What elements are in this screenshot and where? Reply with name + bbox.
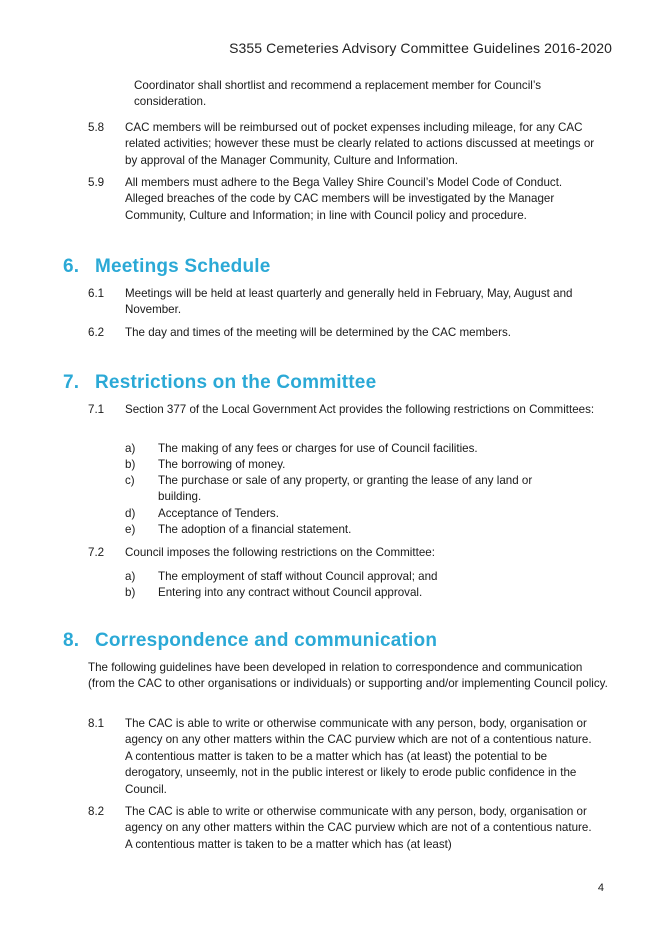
list-label: c) [125,474,135,487]
list-text: The borrowing of money. [158,458,286,471]
clause-6-1 [88,286,598,319]
continuation-text: Coordinator shall shortlist and recommend a replacement member for Council’s consideration. [134,79,542,109]
clause-7-1 [88,402,598,418]
clause-text: All members must adhere to the Bega Valley Shire Council’s Model Code of Conduct. Alleged breaches of the code by CAC members will be investigated by the Manager Community, Culture and Information; in line with Council policy and procedure. [125,176,563,222]
clause-text: CAC members will be reimbursed out of pocket expenses including mileage, for any CAC related activities; however these must be clearly related to actions discussed at meetings or by approval of the Manager Community, Culture and Information. [125,121,595,167]
list-label: a) [125,442,136,455]
section-title: Meetings Schedule [95,256,271,277]
clause-5-8 [88,120,598,169]
list-text: Entering into any contract without Council approval. [158,586,423,599]
section-intro: The following guidelines have been developed in relation to correspondence and communication (from the CAC to other organisations or individuals) or supporting and/or implementing Council policy. [88,661,608,691]
clause-text: Section 377 of the Local Government Act provides the following restrictions on Committees: [125,403,595,416]
clause-7-2 [88,545,598,561]
list-label: d) [125,507,136,520]
clause-6-2 [88,325,598,341]
list-item [125,506,595,522]
section-number: 7. [63,372,80,393]
list-item [125,522,595,538]
section-number: 6. [63,256,80,277]
list-label: b) [125,586,136,599]
list-item [125,473,565,506]
list-item [125,441,595,457]
section-title: Restrictions on the Committee [95,372,377,393]
list-text: Acceptance of Tenders. [158,507,279,520]
clause-text: The day and times of the meeting will be determined by the CAC members. [125,326,511,339]
clause-number: 6.1 [88,287,105,300]
section-heading-8 [63,630,437,652]
clause-number: 8.1 [88,717,105,730]
clause-number: 5.8 [88,121,105,134]
section-title: Correspondence and communication [95,630,438,651]
clause-number: 6.2 [88,326,105,339]
list-text: The purchase or sale of any property, or granting the lease of any land or building. [158,474,533,504]
clause-text: Meetings will be held at least quarterly and generally held in February, May, August and November. [125,287,573,317]
list-text: The adoption of a financial statement. [158,523,352,536]
list-text: The employment of staff without Council approval; and [158,570,438,583]
clause-text: The CAC is able to write or otherwise communicate with any person, body, organisation or agency on any other matters within the CAC purview which are not of a contentious nature. A contentious matter is taken to be a matter which has (at least) the potential to be derogatory, unseemly, not in the public interest or likely to erode public confidence in the Council. [125,717,592,796]
clause-number: 7.1 [88,403,105,416]
list-item [125,457,595,473]
clause-5-9 [88,175,598,224]
clause-number: 5.9 [88,176,105,189]
clause-text: Council imposes the following restrictions on the Committee: [125,546,435,559]
page-number: 4 [597,882,604,894]
list-item [125,569,595,585]
list-text: The making of any fees or charges for use of Council facilities. [158,442,478,455]
clause-text: The CAC is able to write or otherwise communicate with any person, body, organisation or agency on any other matters within the CAC purview which are not of a contentious nature. A contentious matter is taken to be a matter which has (at least) [125,805,592,851]
list-label: e) [125,523,136,536]
section-heading-6 [63,256,271,278]
list-item [125,585,595,601]
section-number: 8. [63,630,80,651]
clause-number: 7.2 [88,546,105,559]
clause-number: 8.2 [88,805,105,818]
section-heading-7 [63,372,376,394]
clause-8-1 [88,716,598,798]
list-label: b) [125,458,136,471]
clause-8-2 [88,804,598,853]
page-header: S355 Cemeteries Advisory Committee Guidelines 2016-2020 [229,40,612,56]
list-label: a) [125,570,136,583]
